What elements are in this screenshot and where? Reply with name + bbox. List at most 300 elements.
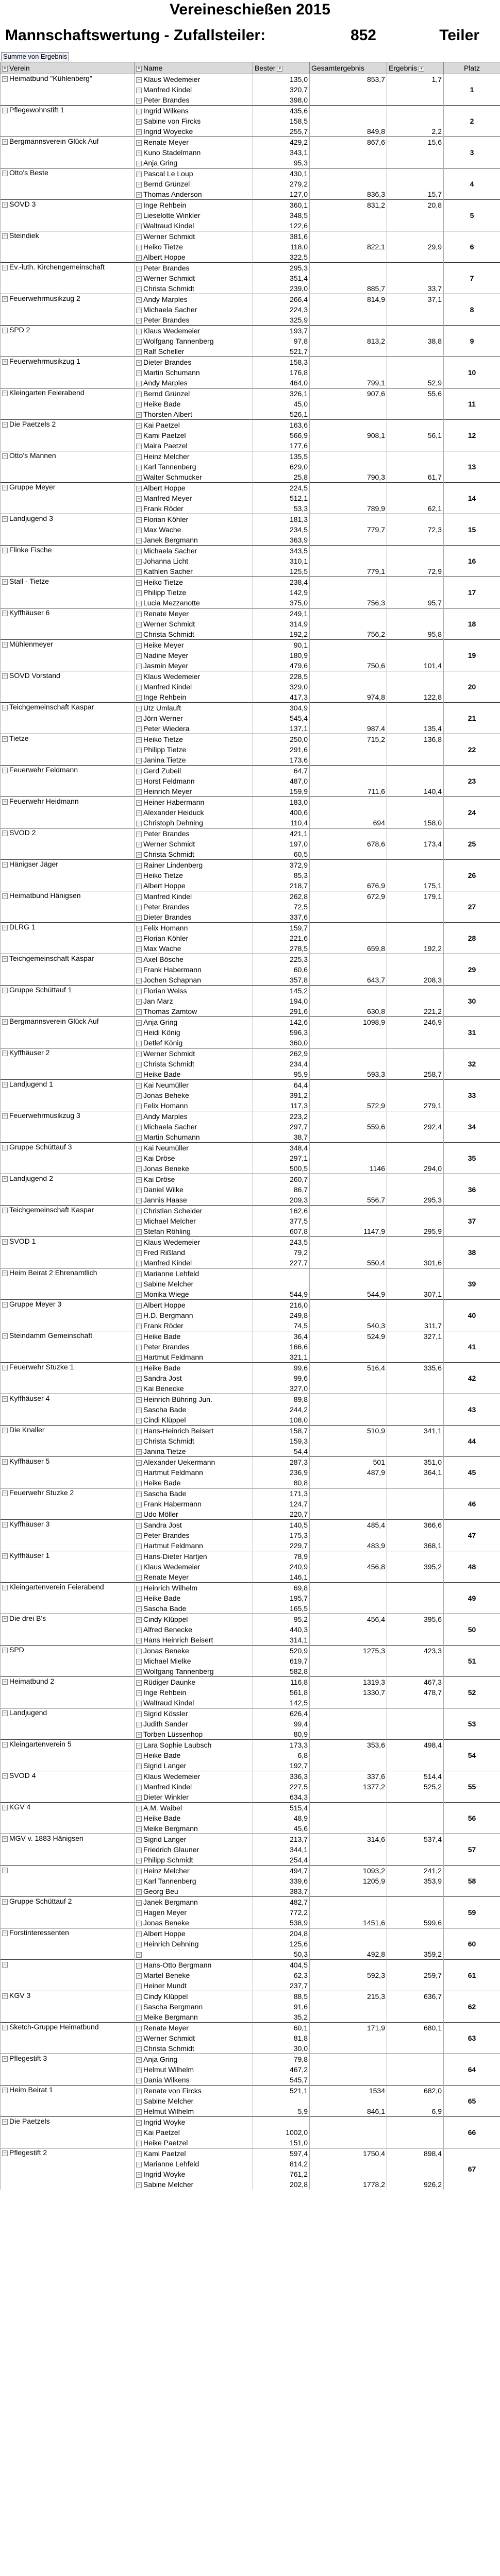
cell-name[interactable] bbox=[135, 1404, 253, 1415]
expand-icon[interactable]: − bbox=[136, 1774, 142, 1780]
expand-icon[interactable]: − bbox=[136, 559, 142, 565]
expand-icon[interactable]: − bbox=[136, 2172, 142, 2178]
expand-icon[interactable]: − bbox=[136, 109, 142, 114]
cell-verein[interactable] bbox=[1, 483, 135, 514]
cell-verein[interactable] bbox=[1, 1866, 135, 1897]
expand-icon[interactable]: − bbox=[136, 318, 142, 324]
expand-icon[interactable]: − bbox=[136, 192, 142, 198]
expand-icon[interactable]: − bbox=[136, 77, 142, 83]
cell-name[interactable] bbox=[135, 252, 253, 263]
cell-verein[interactable] bbox=[1, 1646, 135, 1677]
expand-icon[interactable]: − bbox=[2, 359, 8, 365]
cell-name[interactable] bbox=[135, 2138, 253, 2148]
cell-name[interactable] bbox=[135, 1184, 253, 1195]
expand-icon[interactable]: − bbox=[136, 276, 142, 282]
cell-name[interactable] bbox=[135, 357, 253, 368]
cell-name[interactable] bbox=[135, 210, 253, 221]
expand-icon[interactable]: − bbox=[136, 1910, 142, 1916]
expand-icon[interactable]: − bbox=[136, 161, 142, 166]
expand-icon[interactable]: − bbox=[136, 1292, 142, 1298]
cell-name[interactable] bbox=[135, 1132, 253, 1143]
cell-name[interactable] bbox=[135, 514, 253, 525]
cell-verein[interactable] bbox=[1, 923, 135, 954]
cell-name[interactable] bbox=[135, 577, 253, 588]
expand-icon[interactable]: − bbox=[136, 444, 142, 449]
column-header-verein[interactable] bbox=[1, 62, 135, 74]
expand-icon[interactable]: − bbox=[136, 1638, 142, 1643]
cell-name[interactable] bbox=[135, 1415, 253, 1426]
expand-icon[interactable]: − bbox=[136, 2089, 142, 2094]
expand-icon[interactable]: − bbox=[136, 1272, 142, 1277]
expand-icon[interactable]: − bbox=[2, 799, 8, 805]
cell-name[interactable] bbox=[135, 1216, 253, 1226]
expand-icon[interactable]: − bbox=[136, 1816, 142, 1822]
cell-name[interactable] bbox=[135, 1740, 253, 1751]
cell-name[interactable] bbox=[135, 2043, 253, 2054]
cell-name[interactable] bbox=[135, 2159, 253, 2169]
expand-icon[interactable]: − bbox=[2, 328, 8, 333]
expand-icon[interactable]: − bbox=[136, 1449, 142, 1455]
cell-name[interactable] bbox=[135, 1603, 253, 1614]
cell-name[interactable] bbox=[135, 713, 253, 723]
expand-icon[interactable]: − bbox=[2, 1428, 8, 1433]
cell-name[interactable] bbox=[135, 1803, 253, 1814]
expand-icon[interactable]: − bbox=[136, 884, 142, 889]
cell-name[interactable] bbox=[135, 766, 253, 776]
expand-icon[interactable]: − bbox=[136, 1869, 142, 1874]
cell-name[interactable] bbox=[135, 1677, 253, 1688]
expand-icon[interactable]: − bbox=[2, 1585, 8, 1590]
expand-icon[interactable]: − bbox=[136, 528, 142, 533]
expand-icon[interactable]: − bbox=[136, 1743, 142, 1749]
cell-name[interactable] bbox=[135, 1153, 253, 1163]
cell-name[interactable] bbox=[135, 137, 253, 148]
expand-icon[interactable]: − bbox=[136, 2182, 142, 2188]
cell-name[interactable] bbox=[135, 126, 253, 137]
expand-icon[interactable]: − bbox=[2, 1050, 8, 1056]
cell-name[interactable] bbox=[135, 1100, 253, 1111]
cell-verein[interactable] bbox=[1, 200, 135, 231]
expand-icon[interactable]: − bbox=[136, 203, 142, 209]
expand-icon[interactable]: − bbox=[136, 643, 142, 649]
expand-icon[interactable]: − bbox=[136, 412, 142, 418]
cell-name[interactable] bbox=[135, 409, 253, 420]
cell-name[interactable] bbox=[135, 1163, 253, 1174]
expand-icon[interactable]: − bbox=[136, 392, 142, 397]
expand-icon[interactable]: − bbox=[136, 454, 142, 460]
cell-name[interactable] bbox=[135, 1782, 253, 1792]
expand-icon[interactable]: − bbox=[2, 736, 8, 742]
cell-name[interactable] bbox=[135, 1886, 253, 1897]
expand-icon[interactable]: − bbox=[136, 905, 142, 910]
cell-name[interactable] bbox=[135, 1813, 253, 1823]
column-header-platz[interactable] bbox=[444, 62, 500, 74]
expand-icon[interactable]: − bbox=[2, 1522, 8, 1528]
expand-icon[interactable]: − bbox=[2, 1019, 8, 1025]
cell-name[interactable] bbox=[135, 1331, 253, 1342]
cell-name[interactable] bbox=[135, 1928, 253, 1939]
expand-icon[interactable]: − bbox=[136, 329, 142, 334]
cell-verein[interactable] bbox=[1, 1268, 135, 1300]
cell-name[interactable] bbox=[135, 912, 253, 923]
cell-verein[interactable] bbox=[1, 420, 135, 451]
cell-verein[interactable] bbox=[1, 640, 135, 671]
expand-icon[interactable]: − bbox=[136, 1973, 142, 1979]
dropdown-icon[interactable]: ▼ bbox=[419, 66, 424, 72]
expand-icon[interactable]: − bbox=[2, 2119, 8, 2125]
expand-icon[interactable]: − bbox=[136, 1606, 142, 1612]
expand-icon[interactable]: − bbox=[136, 433, 142, 439]
expand-icon[interactable]: − bbox=[136, 88, 142, 93]
expand-icon[interactable]: − bbox=[2, 1930, 8, 1936]
cell-verein[interactable] bbox=[1, 263, 135, 294]
cell-verein[interactable] bbox=[1, 1928, 135, 1960]
cell-verein[interactable] bbox=[1, 1174, 135, 1206]
cell-name[interactable] bbox=[135, 776, 253, 786]
cell-name[interactable] bbox=[135, 964, 253, 975]
cell-verein[interactable] bbox=[1, 954, 135, 986]
expand-icon[interactable]: − bbox=[2, 1396, 8, 1402]
expand-icon[interactable]: − bbox=[2, 1616, 8, 1622]
cell-verein[interactable] bbox=[1, 860, 135, 891]
expand-icon[interactable]: − bbox=[136, 2026, 142, 2031]
expand-icon[interactable]: − bbox=[2, 862, 8, 868]
expand-icon[interactable]: − bbox=[136, 1680, 142, 1686]
expand-icon[interactable]: − bbox=[136, 1072, 142, 1078]
expand-icon[interactable]: − bbox=[2, 705, 8, 710]
expand-icon[interactable]: − bbox=[2, 1459, 8, 1465]
expand-icon[interactable]: − bbox=[136, 2109, 142, 2115]
expand-icon[interactable]: − bbox=[2, 1333, 8, 1339]
expand-icon[interactable]: − bbox=[136, 2151, 142, 2157]
cell-name[interactable] bbox=[135, 734, 253, 745]
cell-name[interactable] bbox=[135, 839, 253, 849]
cell-name[interactable] bbox=[135, 2075, 253, 2086]
cell-verein[interactable] bbox=[1, 137, 135, 168]
cell-name[interactable] bbox=[135, 116, 253, 126]
expand-icon[interactable]: − bbox=[136, 1533, 142, 1539]
expand-icon[interactable]: − bbox=[136, 1397, 142, 1403]
cell-verein[interactable] bbox=[1, 1583, 135, 1614]
cell-verein[interactable] bbox=[1, 1111, 135, 1143]
expand-icon[interactable]: − bbox=[136, 726, 142, 732]
cell-name[interactable] bbox=[135, 336, 253, 346]
cell-name[interactable] bbox=[135, 1687, 253, 1698]
cell-name[interactable] bbox=[135, 1876, 253, 1886]
cell-name[interactable] bbox=[135, 1530, 253, 1540]
expand-icon[interactable]: − bbox=[136, 873, 142, 879]
cell-name[interactable] bbox=[135, 1897, 253, 1908]
expand-icon[interactable]: − bbox=[136, 1492, 142, 1497]
cell-name[interactable] bbox=[135, 2127, 253, 2138]
expand-icon[interactable]: − bbox=[136, 779, 142, 785]
cell-verein[interactable] bbox=[1, 1394, 135, 1426]
cell-verein[interactable] bbox=[1, 1080, 135, 1111]
cell-name[interactable] bbox=[135, 1520, 253, 1531]
cell-name[interactable] bbox=[135, 1991, 253, 2002]
expand-icon[interactable]: − bbox=[2, 1962, 8, 1968]
expand-icon[interactable]: − bbox=[2, 1553, 8, 1559]
expand-icon[interactable]: − bbox=[136, 1994, 142, 2000]
expand-icon[interactable]: − bbox=[136, 1502, 142, 1507]
cell-verein[interactable] bbox=[1, 797, 135, 828]
cell-name[interactable] bbox=[135, 640, 253, 651]
cell-name[interactable] bbox=[135, 1960, 253, 1971]
column-header-gesamt[interactable] bbox=[310, 62, 387, 74]
cell-name[interactable] bbox=[135, 1226, 253, 1237]
cell-name[interactable] bbox=[135, 933, 253, 943]
expand-icon[interactable]: − bbox=[136, 1523, 142, 1529]
cell-name[interactable] bbox=[135, 1436, 253, 1446]
expand-icon[interactable]: − bbox=[136, 1418, 142, 1423]
expand-icon[interactable]: − bbox=[136, 601, 142, 606]
expand-icon[interactable]: − bbox=[136, 968, 142, 973]
expand-icon[interactable]: − bbox=[136, 1345, 142, 1350]
expand-icon[interactable]: − bbox=[136, 2120, 142, 2126]
expand-icon[interactable]: − bbox=[2, 673, 8, 679]
cell-verein[interactable] bbox=[1, 671, 135, 703]
expand-icon[interactable]: − bbox=[136, 266, 142, 272]
expand-icon[interactable]: − bbox=[136, 1596, 142, 1602]
expand-icon[interactable]: − bbox=[136, 706, 142, 711]
expand-icon[interactable]: − bbox=[136, 1429, 142, 1434]
cell-name[interactable] bbox=[135, 1750, 253, 1760]
cell-verein[interactable] bbox=[1, 546, 135, 577]
cell-name[interactable] bbox=[135, 283, 253, 294]
cell-name[interactable] bbox=[135, 1373, 253, 1383]
cell-verein[interactable] bbox=[1, 1551, 135, 1583]
cell-verein[interactable] bbox=[1, 2023, 135, 2054]
expand-icon[interactable]: − bbox=[136, 758, 142, 764]
expand-icon[interactable]: − bbox=[136, 810, 142, 816]
expand-icon[interactable]: − bbox=[136, 789, 142, 795]
cell-name[interactable] bbox=[135, 1792, 253, 1803]
cell-verein[interactable] bbox=[1, 1740, 135, 1771]
cell-name[interactable] bbox=[135, 1111, 253, 1122]
expand-icon[interactable]: − bbox=[136, 172, 142, 177]
expand-icon[interactable]: − bbox=[136, 1984, 142, 1989]
cell-verein[interactable] bbox=[1, 1803, 135, 1834]
cell-name[interactable] bbox=[135, 682, 253, 692]
cell-name[interactable] bbox=[135, 598, 253, 608]
cell-name[interactable] bbox=[135, 587, 253, 598]
cell-verein[interactable] bbox=[1, 1331, 135, 1363]
cell-name[interactable] bbox=[135, 1279, 253, 1289]
expand-icon[interactable]: − bbox=[136, 349, 142, 355]
cell-name[interactable] bbox=[135, 1719, 253, 1729]
cell-verein[interactable] bbox=[1, 1520, 135, 1551]
cell-verein[interactable] bbox=[1, 1143, 135, 1174]
expand-icon[interactable]: − bbox=[136, 339, 142, 345]
expand-icon[interactable]: − bbox=[2, 1805, 8, 1810]
cell-name[interactable] bbox=[135, 2012, 253, 2023]
expand-icon[interactable]: − bbox=[2, 1082, 8, 1088]
cell-name[interactable] bbox=[135, 1970, 253, 1980]
expand-icon[interactable]: − bbox=[2, 1679, 8, 1685]
cell-name[interactable] bbox=[135, 1635, 253, 1646]
cell-name[interactable] bbox=[135, 1247, 253, 1258]
expand-icon[interactable]: − bbox=[136, 1093, 142, 1099]
cell-name[interactable] bbox=[135, 1614, 253, 1625]
cell-name[interactable] bbox=[135, 1038, 253, 1048]
expand-icon[interactable]: − bbox=[136, 1229, 142, 1235]
expand-icon[interactable]: − bbox=[136, 1052, 142, 1057]
expand-icon[interactable]: − bbox=[136, 1166, 142, 1172]
expand-icon[interactable]: − bbox=[2, 1302, 8, 1308]
expand-icon[interactable]: − bbox=[136, 695, 142, 701]
expand-icon[interactable]: − bbox=[136, 2162, 142, 2167]
cell-name[interactable] bbox=[135, 1080, 253, 1091]
expand-icon[interactable]: − bbox=[136, 1565, 142, 1570]
cell-name[interactable] bbox=[135, 923, 253, 934]
expand-icon[interactable]: − bbox=[136, 1512, 142, 1518]
expand-icon[interactable]: − bbox=[136, 1020, 142, 1026]
expand-icon[interactable]: − bbox=[136, 748, 142, 753]
expand-icon[interactable]: − bbox=[136, 1135, 142, 1141]
cell-name[interactable] bbox=[135, 1122, 253, 1132]
cell-name[interactable] bbox=[135, 1666, 253, 1677]
cell-name[interactable] bbox=[135, 451, 253, 462]
cell-name[interactable] bbox=[135, 807, 253, 818]
expand-icon[interactable]: − bbox=[136, 1837, 142, 1843]
expand-icon[interactable]: − bbox=[136, 1921, 142, 1926]
cell-name[interactable] bbox=[135, 304, 253, 315]
cell-name[interactable] bbox=[135, 1771, 253, 1782]
expand-icon[interactable]: − bbox=[136, 1544, 142, 1549]
cell-name[interactable] bbox=[135, 367, 253, 378]
cell-verein[interactable] bbox=[1, 74, 135, 106]
expand-icon[interactable]: − bbox=[136, 1261, 142, 1266]
expand-icon[interactable]: − bbox=[2, 108, 8, 113]
cell-verein[interactable] bbox=[1, 1206, 135, 1237]
cell-verein[interactable] bbox=[1, 514, 135, 546]
dropdown-icon[interactable]: ▼ bbox=[277, 66, 282, 72]
expand-icon[interactable]: − bbox=[136, 1334, 142, 1340]
cell-name[interactable] bbox=[135, 619, 253, 629]
cell-verein[interactable] bbox=[1, 1017, 135, 1048]
expand-icon[interactable]: − bbox=[136, 1785, 142, 1790]
expand-icon[interactable]: − bbox=[136, 1722, 142, 1727]
expand-icon[interactable]: − bbox=[136, 98, 142, 104]
cell-name[interactable] bbox=[135, 1551, 253, 1562]
expand-icon[interactable]: − bbox=[136, 821, 142, 826]
expand-icon[interactable]: − bbox=[136, 506, 142, 512]
expand-icon[interactable]: − bbox=[136, 894, 142, 900]
expand-icon[interactable]: − bbox=[2, 2150, 8, 2156]
cell-name[interactable] bbox=[135, 483, 253, 494]
expand-icon[interactable]: − bbox=[136, 1575, 142, 1581]
expand-icon[interactable]: − bbox=[136, 832, 142, 837]
expand-icon[interactable]: − bbox=[136, 1030, 142, 1036]
expand-icon[interactable]: − bbox=[136, 1659, 142, 1665]
cell-name[interactable] bbox=[135, 797, 253, 808]
cell-name[interactable] bbox=[135, 462, 253, 472]
cell-verein[interactable] bbox=[1, 1363, 135, 1394]
cell-verein[interactable] bbox=[1, 294, 135, 326]
cell-name[interactable] bbox=[135, 671, 253, 682]
cell-name[interactable] bbox=[135, 493, 253, 503]
cell-name[interactable] bbox=[135, 996, 253, 1006]
expand-icon[interactable]: − bbox=[2, 925, 8, 930]
expand-icon[interactable]: − bbox=[136, 2141, 142, 2146]
cell-name[interactable] bbox=[135, 723, 253, 734]
expand-icon[interactable]: − bbox=[136, 1963, 142, 1969]
expand-icon[interactable]: − bbox=[136, 936, 142, 942]
cell-name[interactable] bbox=[135, 629, 253, 640]
cell-name[interactable] bbox=[135, 420, 253, 431]
expand-icon[interactable]: − bbox=[136, 286, 142, 292]
expand-icon[interactable]: − bbox=[2, 516, 8, 522]
expand-icon[interactable]: − bbox=[136, 978, 142, 984]
expand-icon[interactable]: − bbox=[136, 213, 142, 219]
expand-icon[interactable]: − bbox=[136, 370, 142, 376]
expand-icon[interactable]: − bbox=[136, 2067, 142, 2073]
expand-icon[interactable]: − bbox=[136, 1355, 142, 1361]
cell-name[interactable] bbox=[135, 1457, 253, 1468]
expand-icon[interactable]: − bbox=[136, 2015, 142, 2021]
cell-name[interactable] bbox=[135, 2169, 253, 2179]
expand-icon[interactable]: − bbox=[136, 842, 142, 848]
expand-icon[interactable]: − bbox=[136, 224, 142, 229]
cell-name[interactable] bbox=[135, 242, 253, 252]
expand-icon[interactable]: − bbox=[136, 1554, 142, 1560]
expand-icon[interactable]: − bbox=[2, 265, 8, 270]
expand-icon[interactable]: − bbox=[2, 1208, 8, 1213]
expand-icon[interactable]: − bbox=[136, 1188, 142, 1193]
expand-icon[interactable]: − bbox=[136, 1732, 142, 1738]
cell-name[interactable] bbox=[135, 1656, 253, 1666]
cell-name[interactable] bbox=[135, 1394, 253, 1405]
cell-name[interactable] bbox=[135, 902, 253, 912]
cell-name[interactable] bbox=[135, 692, 253, 703]
cell-verein[interactable] bbox=[1, 2086, 135, 2117]
cell-name[interactable] bbox=[135, 2117, 253, 2128]
expand-icon[interactable]: − bbox=[136, 590, 142, 596]
cell-name[interactable] bbox=[135, 1090, 253, 1100]
expand-icon[interactable]: − bbox=[2, 485, 8, 490]
expand-icon[interactable]: − bbox=[136, 1848, 142, 1853]
expand-icon[interactable]: − bbox=[2, 1365, 8, 1370]
expand-icon[interactable]: − bbox=[136, 1617, 142, 1623]
cell-verein[interactable] bbox=[1, 326, 135, 357]
expand-icon[interactable]: − bbox=[136, 1041, 142, 1046]
cell-name[interactable] bbox=[135, 1488, 253, 1499]
cell-name[interactable] bbox=[135, 535, 253, 546]
expand-icon[interactable]: − bbox=[2, 768, 8, 773]
cell-verein[interactable] bbox=[1, 2148, 135, 2190]
cell-name[interactable] bbox=[135, 158, 253, 168]
cell-name[interactable] bbox=[135, 1593, 253, 1603]
expand-icon[interactable]: − bbox=[2, 422, 8, 428]
expand-icon[interactable]: − bbox=[2, 831, 8, 836]
expand-icon[interactable]: − bbox=[136, 989, 142, 994]
cell-name[interactable] bbox=[135, 2033, 253, 2043]
expand-icon[interactable]: − bbox=[136, 1826, 142, 1832]
expand-icon[interactable]: − bbox=[2, 956, 8, 962]
expand-icon[interactable]: − bbox=[136, 569, 142, 575]
expand-icon[interactable]: − bbox=[136, 1250, 142, 1256]
expand-icon[interactable]: − bbox=[136, 1386, 142, 1392]
expand-icon[interactable]: − bbox=[136, 1313, 142, 1319]
cell-name[interactable] bbox=[135, 1646, 253, 1656]
cell-name[interactable] bbox=[135, 1866, 253, 1876]
cell-verein[interactable] bbox=[1, 891, 135, 923]
expand-icon[interactable]: − bbox=[136, 2046, 142, 2052]
cell-name[interactable] bbox=[135, 1446, 253, 1457]
cell-name[interactable] bbox=[135, 2096, 253, 2106]
expand-icon[interactable]: − bbox=[136, 1795, 142, 1801]
expand-icon[interactable]: − bbox=[2, 1868, 8, 1873]
